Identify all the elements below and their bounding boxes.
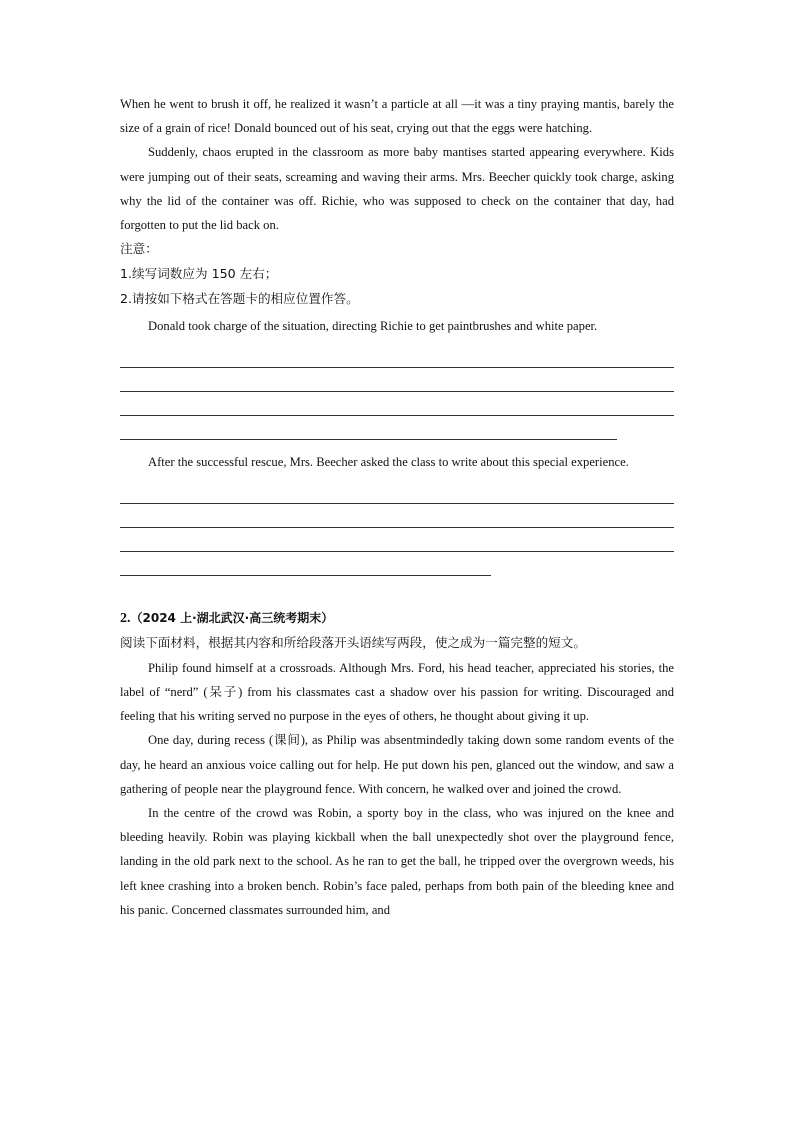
answer-line: [120, 504, 674, 528]
question-2-header: [120, 606, 674, 631]
document-page: [120, 92, 674, 922]
notes-item-2: 2.请按如下格式在答题卡的相应位置作答。: [120, 290, 359, 306]
answer-line: [120, 344, 674, 368]
question-paragraph-2: One day, during recess (课间), as Philip was absentmindedly taking down some random events of the day, he heard an anxious voice calling out for help. He put down his pen, glanced out the window, and saw a gathering of people near the playground fence. With concern, he walked over and joined the crowd.: [120, 733, 674, 796]
answer-line: [120, 368, 674, 392]
continuation-prompt-1: Donald took charge of the situation, directing Richie to get paintbrushes and white paper.: [148, 318, 598, 333]
question-instruction: 阅读下面材料，根据其内容和所给段落开头语续写两段，使之成为一篇完整的短文。: [120, 635, 586, 651]
question-paragraph-3: In the centre of the crowd was Robin, a sporty boy in the class, who was injured on the knee and bleeding heavily. Robin was playing kickball when the ball unexpectedly shot over the playground fence, landing in the old park next to the school. As he ran to get the ball, he tripped over the overgrown weeds, his left knee crashing into a broken bench. Robin’s face paled, perhaps from both pain of the bleeding knee and his panic. Concerned classmates surrounded him, and: [120, 806, 674, 917]
notes-title: 注意：: [120, 241, 158, 257]
passage-paragraph-1: When he went to brush it off, he realized it wasn’t a particle at all —it was a tiny praying mantis, barely the size of a grain of rice! Donald bounced out of his seat, crying out that the eggs were hatching.: [120, 97, 674, 136]
continuation-prompt-2: After the successful rescue, Mrs. Beecher asked the class to write about this special experience.: [148, 454, 629, 469]
answer-lines-1: [120, 344, 674, 440]
answer-line: [120, 552, 491, 576]
question-paragraph-1: Philip found himself at a crossroads. Although Mrs. Ford, his head teacher, appreciated his stories, the label of “nerd” (呆子) from his classmates cast a shadow over his passion for writing. Discouraged and feeling that his writing served no purpose in the eyes of others, he thought about giving it up.: [120, 660, 674, 724]
answer-line: [120, 416, 617, 440]
answer-line: [120, 392, 674, 416]
question-source: （2024 上·湖北武汉·高三统考期末）: [130, 611, 334, 626]
answer-lines-2: [120, 480, 674, 576]
notes-item-1: 1.续写词数应为 150 左右；: [120, 266, 278, 282]
answer-line: [120, 528, 674, 552]
passage-paragraph-2: Suddenly, chaos erupted in the classroom as more baby mantises started appearing everywhere. Kids were jumping out of their seats, screaming and waving their arms. Mrs. Beecher quickly took charge, asking why the lid of the container was off. Richie, who was supposed to check on the container that day, had forgotten to put the lid back on.: [120, 145, 674, 233]
answer-line: [120, 480, 674, 504]
question-number: 2.: [120, 611, 131, 627]
